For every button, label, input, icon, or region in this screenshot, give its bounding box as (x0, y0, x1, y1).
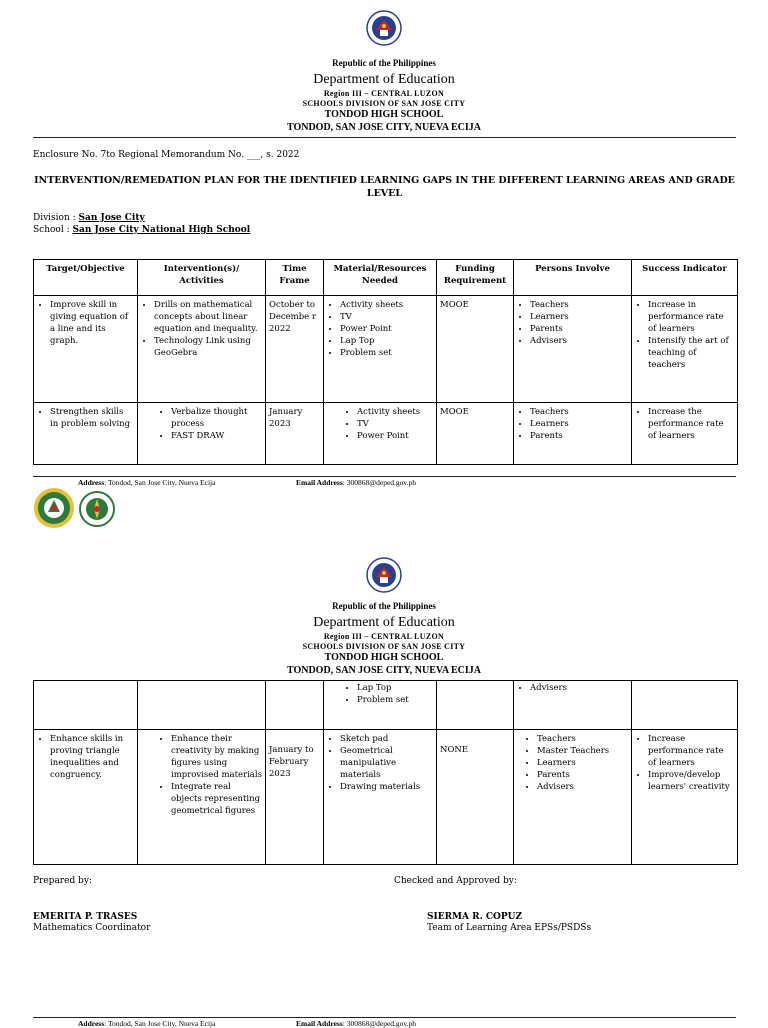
persons-cell (514, 681, 632, 730)
time-frame-cell: January to February 2023 (266, 730, 324, 865)
header-materials: Material/Resources Needed (324, 260, 437, 296)
list-item: • Parents (537, 769, 628, 781)
materials-cell (324, 296, 437, 403)
list-item: • Enhance their creativity by making figures using improvised materials (171, 733, 262, 781)
list-item: • TV (340, 311, 433, 323)
header-success-indicator: Success Indicator (632, 260, 738, 296)
list-item: • Sketch pad (340, 733, 433, 745)
department-title: Department of Education (313, 72, 455, 87)
header-funding: Funding Requirement (437, 260, 514, 296)
funding-cell (437, 681, 514, 730)
list-item: • Parents (530, 430, 628, 442)
list-item: • Intensify the art of teaching of teachers (648, 335, 734, 371)
footer-divider (33, 476, 736, 477)
footer-divider (33, 1017, 736, 1018)
footer-email (296, 478, 416, 487)
region-label: Region III – CENTRAL LUZON (323, 632, 445, 641)
funding-cell: MOOE (437, 403, 514, 465)
list-item: • Increase in performance rate of learners (648, 299, 734, 335)
school-value: San Jose City National High School (72, 225, 251, 235)
division-info (33, 213, 145, 223)
school-location: TONDOD, SAN JOSE CITY, NUEVA ECIJA (286, 665, 482, 676)
table-row (34, 681, 738, 730)
email-value: : 300868@deped.gov.ph (342, 1019, 417, 1028)
table-row (34, 403, 738, 465)
republic-label: Republic of the Philippines (332, 58, 436, 68)
persons-cell (514, 730, 632, 865)
list-item: • Geometrical manipulative materials (340, 745, 433, 781)
interventions-cell (138, 403, 266, 465)
address-value: : Tondod, San Jose City, Nueva Ecija (104, 478, 216, 487)
list-item: • Teachers (537, 733, 628, 745)
school-seal-logo (79, 491, 115, 527)
preparer-title: Mathematics Coordinator (33, 923, 151, 933)
interventions-cell (138, 296, 266, 403)
list-item: • Drills on mathematical concepts about linear equation and inequality. (154, 299, 262, 335)
deped-seal-logo (366, 557, 402, 593)
division-seal-logo (33, 487, 75, 529)
target-cell (34, 681, 138, 730)
indicator-cell (632, 403, 738, 465)
table-row (34, 730, 738, 865)
division-value: San Jose City (78, 213, 145, 223)
header-target: Target/Objective (34, 260, 138, 296)
address-label: Address (78, 478, 105, 487)
intervention-plan-table (33, 259, 738, 465)
list-item: • Technology Link using GeoGebra (154, 335, 262, 359)
intervention-plan-table-continued (33, 680, 738, 865)
list-item: • FAST DRAW (171, 430, 262, 442)
materials-cell (324, 681, 437, 730)
list-item: • Advisers (530, 682, 628, 694)
list-item: • Teachers (530, 406, 628, 418)
list-item: • Parents (530, 323, 628, 335)
time-frame-cell (266, 681, 324, 730)
target-cell (34, 296, 138, 403)
division-office-label: SCHOOLS DIVISION OF SAN JOSE CITY (302, 99, 466, 108)
list-item: • Lap Top (340, 335, 433, 347)
preparer-name: EMERITA P. TRASES (33, 912, 138, 922)
school-label: School : (33, 225, 70, 235)
interventions-cell (138, 681, 266, 730)
deped-seal-logo (366, 10, 402, 46)
list-item: • Problem set (340, 347, 433, 359)
school-name: TONDOD HIGH SCHOOL (324, 109, 444, 120)
list-item: • Drawing materials (340, 781, 433, 793)
list-item: • Lap Top (357, 682, 433, 694)
list-item: • Improve skill in giving equation of a line and its graph. (50, 299, 134, 347)
indicator-cell (632, 730, 738, 865)
persons-cell (514, 403, 632, 465)
list-item: • Learners (530, 311, 628, 323)
list-item: • Increase performance rate of learners (648, 733, 734, 769)
email-label: Email Address (296, 1019, 343, 1028)
school-location: TONDOD, SAN JOSE CITY, NUEVA ECIJA (286, 122, 482, 133)
list-item: • Teachers (530, 299, 628, 311)
list-item: • Activity sheets (357, 406, 433, 418)
department-title: Department of Education (313, 615, 455, 630)
header-divider (33, 137, 736, 138)
list-item: • Increase the performance rate of learners (648, 406, 734, 442)
indicator-cell (632, 681, 738, 730)
materials-cell (324, 403, 437, 465)
table-row (34, 296, 738, 403)
republic-label: Republic of the Philippines (332, 601, 436, 611)
school-name: TONDOD HIGH SCHOOL (324, 652, 444, 663)
enclosure-text: Enclosure No. 7to Regional Memorandum No. ___, s. 2022 (33, 150, 300, 160)
list-item: • Power Point (357, 430, 433, 442)
list-item: • Learners (537, 757, 628, 769)
materials-cell (324, 730, 437, 865)
address-label: Address (78, 1019, 105, 1028)
list-item: • Strengthen skills in problem solving (50, 406, 134, 430)
list-item: • Verbalize thought process (171, 406, 262, 430)
indicator-cell (632, 296, 738, 403)
approver-name: SIERMA R. COPUZ (427, 912, 523, 922)
plan-title: INTERVENTION/REMEDATION PLAN FOR THE IDENTIFIED LEARNING GAPS IN THE DIFFERENT LEARNING AREAS AND GRADE LEVEL (34, 175, 735, 199)
division-label: Division : (33, 213, 76, 223)
time-frame-cell: October to Decembe r 2022 (266, 296, 324, 403)
funding-cell: MOOE (437, 296, 514, 403)
list-item: • Power Point (340, 323, 433, 335)
target-cell (34, 730, 138, 865)
funding-cell: NONE (437, 730, 514, 865)
list-item: • Master Teachers (537, 745, 628, 757)
header-time-frame: Time Frame (266, 260, 324, 296)
header-persons: Persons Involve (514, 260, 632, 296)
prepared-by-label: Prepared by: (33, 876, 92, 886)
time-frame-cell: January 2023 (266, 403, 324, 465)
division-office-label: SCHOOLS DIVISION OF SAN JOSE CITY (302, 642, 466, 651)
school-info (33, 225, 250, 235)
list-item: • Improve/develop learners' creativity (648, 769, 734, 793)
footer-address (78, 478, 215, 487)
list-item: • Problem set (357, 694, 433, 706)
interventions-cell (138, 730, 266, 865)
list-item: • Advisers (530, 335, 628, 347)
list-item: • Advisers (537, 781, 628, 793)
list-item: • Learners (530, 418, 628, 430)
list-item: • Enhance skills in proving triangle inequalities and congruency. (50, 733, 134, 781)
persons-cell (514, 296, 632, 403)
list-item: • TV (357, 418, 433, 430)
address-value: : Tondod, San Jose City, Nueva Ecija (104, 1019, 216, 1028)
email-label: Email Address (296, 478, 343, 487)
target-cell (34, 403, 138, 465)
list-item: • Activity sheets (340, 299, 433, 311)
list-item: • Integrate real objects representing geometrical figures (171, 781, 262, 817)
region-label: Region III – CENTRAL LUZON (323, 89, 445, 98)
email-value: : 300868@deped.gov.ph (342, 478, 417, 487)
header-interventions: Intervention(s)/ Activities (138, 260, 266, 296)
approved-by-label: Checked and Approved by: (394, 876, 517, 886)
table-header-row (34, 260, 738, 296)
approver-title: Team of Learning Area EPSs/PSDSs (427, 923, 592, 933)
